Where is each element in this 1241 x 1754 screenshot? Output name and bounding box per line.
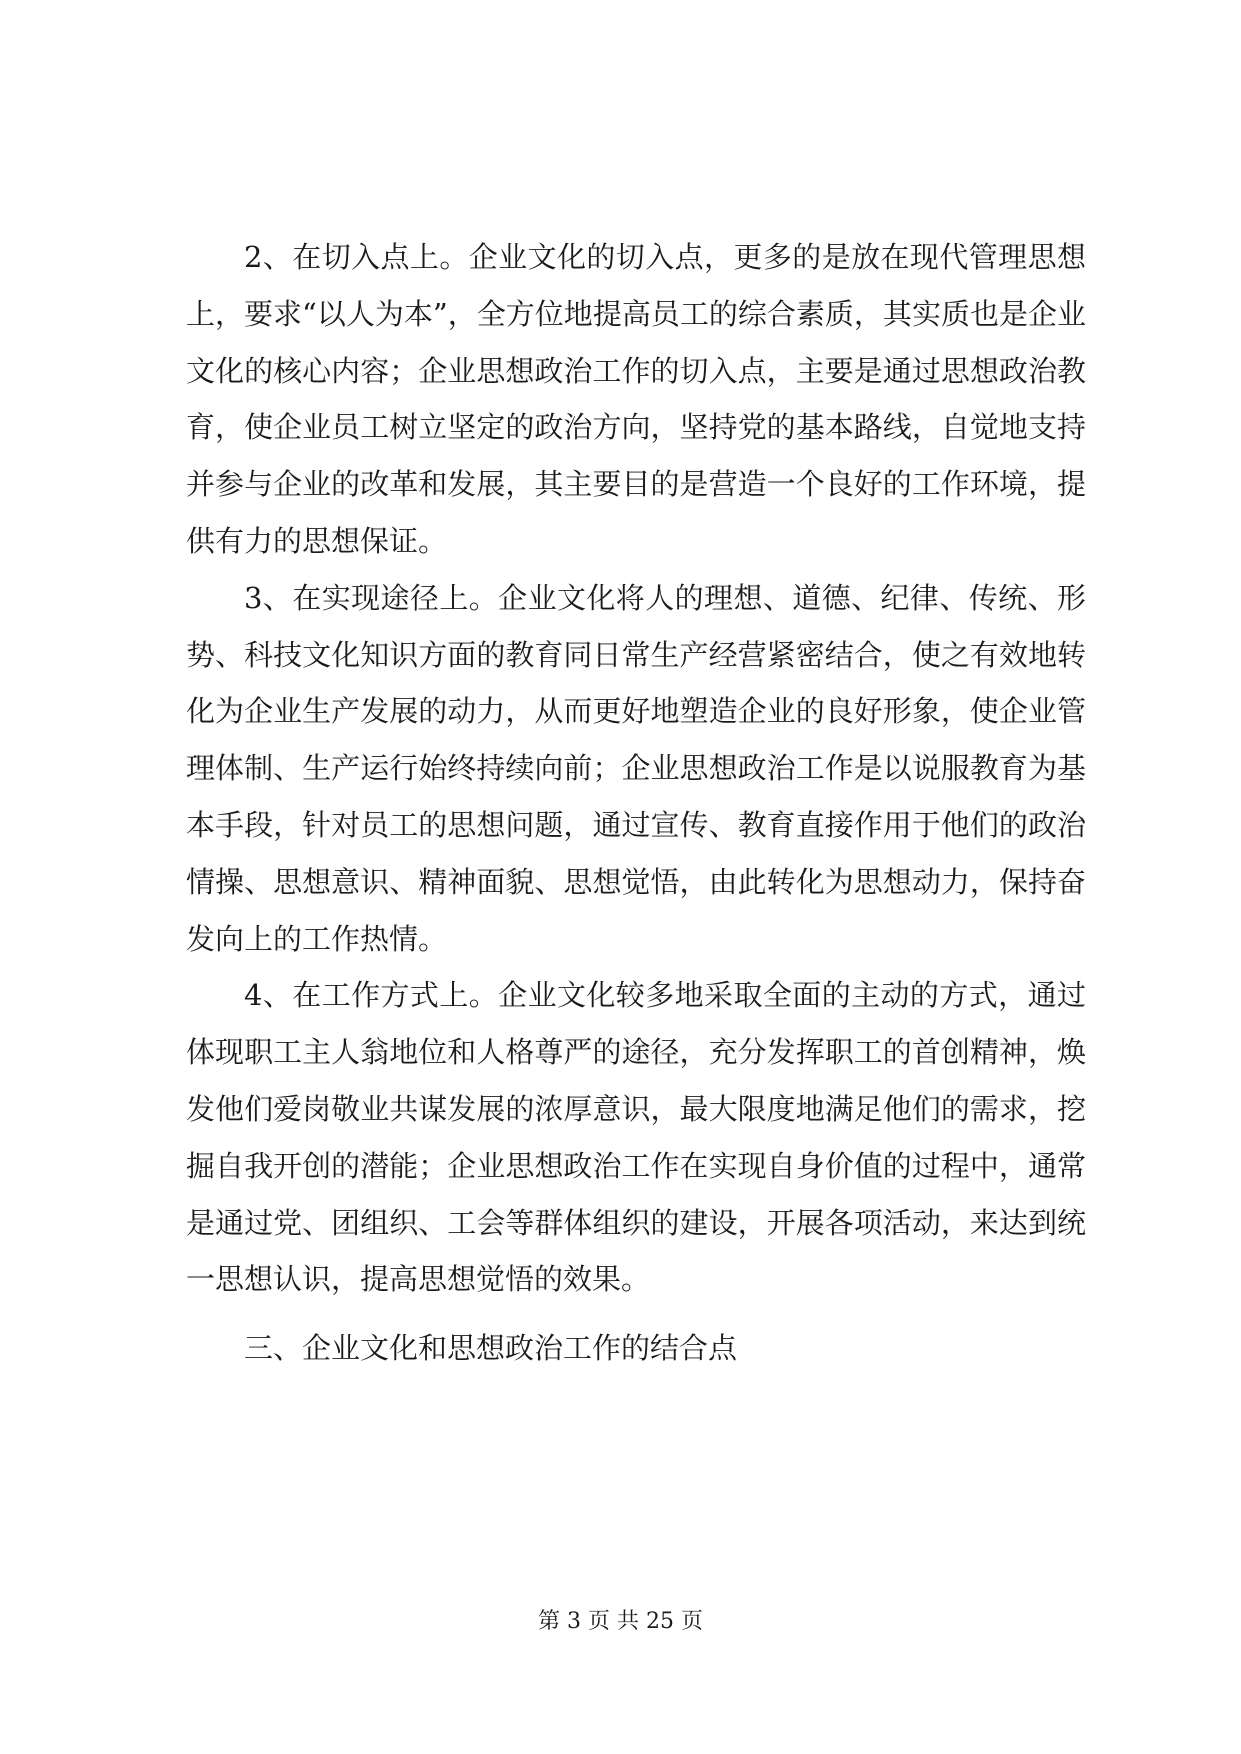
page-footer: 第 3 页 共 25 页 [538,1609,703,1634]
paragraph-point-2: 2、在切入点上。企业文化的切入点，更多的是放在现代管理思想上，要求“以人为本”，全方位地提高员工的综合素质，其实质也是企业文化的核心内容；企业思想政治工作的切入点，主要是通过思想政治教育，使企业员工树立坚定的政治方向，坚持党的基本路线，自觉地支持并参与企业的改革和发展，其主要目的是营造一个良好的工作环境，提供有力的思想保证。 [186,240,1086,558]
paragraph-point-4: 4、在工作方式上。企业文化较多地采取全面的主动的方式，通过体现职工主人翁地位和人格尊严的途径，充分发挥职工的首创精神，焕发他们爱岗敬业共谋发展的浓厚意识，最大限度地满足他们的需求，挖掘自我开创的潜能；企业思想政治工作在实现自身价值的过程中，通常是通过党、团组织、工会等群体组织的建设，开展各项活动，来达到统一思想认识，提高思想觉悟的效果。 [186,978,1086,1297]
body-text [186,229,1086,1377]
section-heading: 三、企业文化和思想政治工作的结合点 [244,1331,738,1366]
paragraph-point-3: 3、在实现途径上。企业文化将人的理想、道德、纪律、传统、形势、科技文化知识方面的教育同日常生产经营紧密结合，使之有效地转化为企业生产发展的动力，从而更好地塑造企业的良好形象，使企业管理体制、生产运行始终持续向前；企业思想政治工作是以说服教育为基本手段，针对员工的思想问题，通过宣传、教育直接作用于他们的政治情操、思想意识、精神面貌、思想觉悟，由此转化为思想动力，保持奋发向上的工作热情。 [186,580,1086,956]
